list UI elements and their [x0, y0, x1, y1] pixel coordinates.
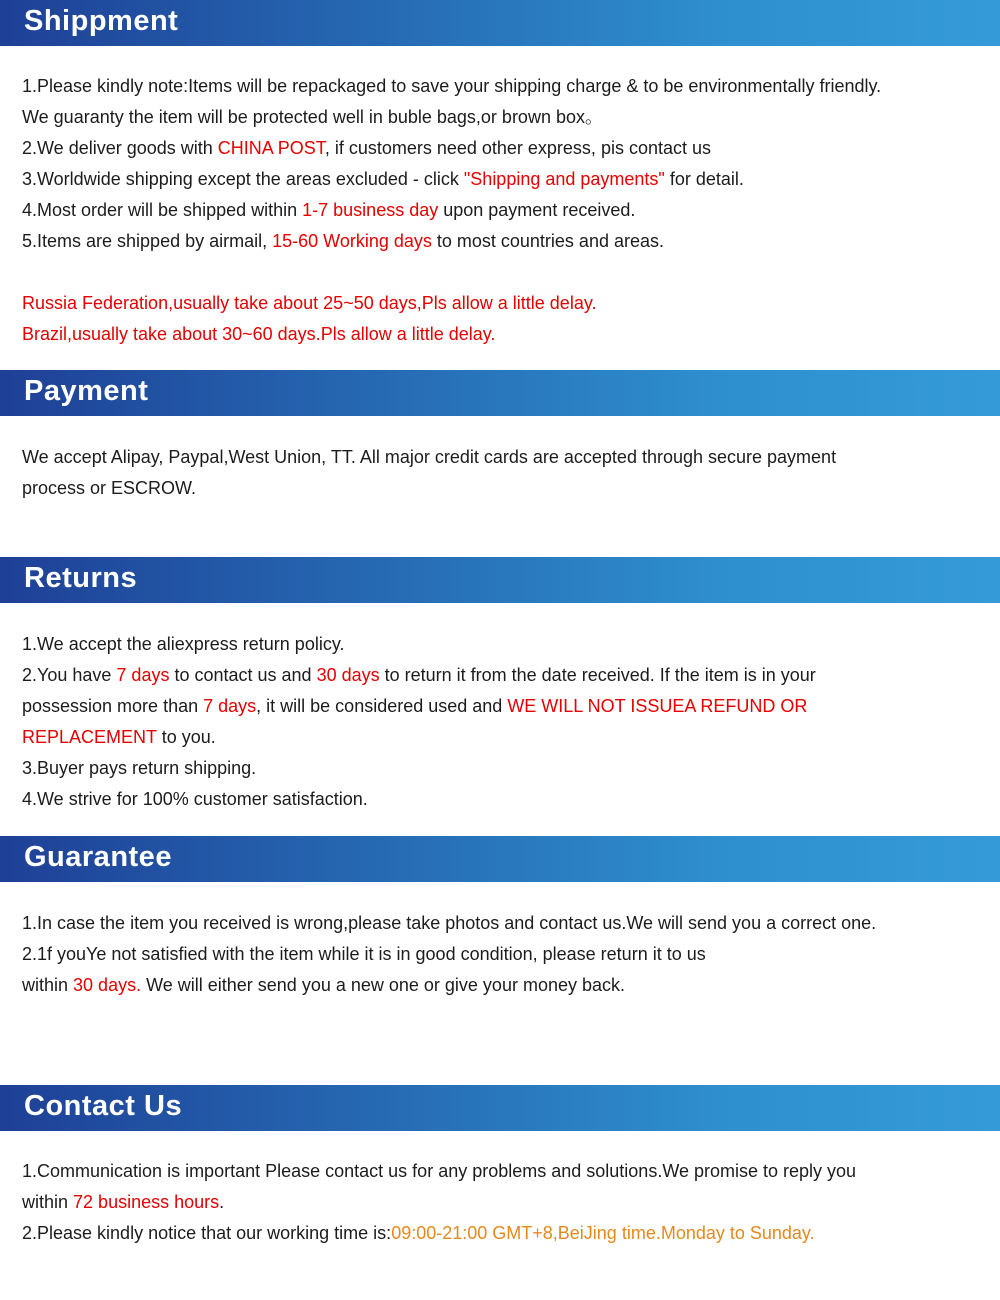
section-header-guarantee [0, 836, 1000, 882]
text-line [22, 473, 982, 504]
section-title-guarantee: Guarantee [24, 840, 172, 873]
text-run: 09:00-21:00 GMT+8,BeiJing time.Monday to Sunday. [391, 1223, 815, 1243]
text-line [22, 71, 982, 102]
text-run: 1.Please kindly note:Items will be repackaged to save your shipping charge & to be environmentally friendly. [22, 76, 882, 96]
text-run: within [22, 975, 74, 995]
text-line [22, 1156, 982, 1187]
section-header-returns [0, 557, 1000, 603]
text-line [22, 319, 982, 350]
text-line [22, 1218, 982, 1249]
section-payment [0, 370, 1000, 504]
paragraph [22, 908, 982, 1001]
text-run: , if customers need other express, pis contact us [324, 138, 711, 158]
text-run: possession more than [22, 696, 204, 716]
section-shipment [0, 0, 1000, 350]
text-run: 1.In case the item you received is wrong,please take photos and contact us.We will send you a correct one. [22, 913, 877, 933]
section-title-payment: Payment [24, 374, 149, 407]
text-line [22, 753, 982, 784]
text-run: 2.You have [22, 665, 117, 685]
section-title-shipment: Shippment [24, 4, 179, 37]
text-run: 4.We strive for 100% customer satisfaction. [22, 789, 368, 809]
text-line [22, 691, 982, 722]
section-content-payment [0, 442, 1000, 504]
paragraph [22, 71, 982, 257]
section-guarantee [0, 836, 1000, 1001]
text-run: 3.Buyer pays return shipping. [22, 758, 257, 778]
text-line [22, 908, 982, 939]
text-run: to most countries and areas. [431, 231, 664, 251]
text-run: 3.Worldwide shipping except the areas excluded - click [22, 169, 464, 189]
text-run: to you. [156, 727, 216, 747]
text-line [22, 195, 982, 226]
paragraph [22, 288, 982, 350]
text-run: CHINA POST [217, 138, 325, 158]
section-header-contact-us [0, 1085, 1000, 1131]
section-returns [0, 557, 1000, 815]
text-line [22, 660, 982, 691]
text-run: 1-7 business day [302, 200, 439, 220]
text-run: 30 days. [73, 975, 142, 995]
text-run: upon payment received. [438, 200, 636, 220]
section-content-returns [0, 629, 1000, 815]
text-line [22, 288, 982, 319]
text-line [22, 722, 982, 753]
text-run: Brazil,usually take about 30~60 days.Pls allow a little delay. [22, 324, 496, 344]
text-run: process or ESCROW. [22, 478, 197, 498]
text-line [22, 133, 982, 164]
section-content-contact-us [0, 1156, 1000, 1249]
text-line [22, 226, 982, 257]
text-run: 2.1f youYe not satisfied with the item while it is in good condition, please return it to us [22, 944, 706, 964]
text-run: 2.Please kindly notice that our working time is: [22, 1223, 392, 1243]
text-line [22, 629, 982, 660]
text-run: 30 days [316, 665, 380, 685]
text-run: to return it from the date received. If the item is in your [379, 665, 816, 685]
text-run: We will either send you a new one or give your money back. [141, 975, 625, 995]
text-run: WE WILL NOT ISSUEA REFUND OR [507, 696, 808, 716]
text-run: to contact us and [169, 665, 317, 685]
section-content-guarantee [0, 908, 1000, 1001]
text-run: 5.Items are shipped by airmail, [22, 231, 273, 251]
section-title-returns: Returns [24, 561, 138, 594]
text-run: 72 business hours [73, 1192, 220, 1212]
paragraph [22, 629, 982, 815]
section-header-shipment [0, 0, 1000, 46]
text-run: 1.Communication is important Please contact us for any problems and solutions.We promise to reply you [22, 1161, 857, 1181]
text-run: REPLACEMENT [22, 727, 157, 747]
text-run: . [219, 1192, 225, 1212]
text-line [22, 784, 982, 815]
text-run: 7 days [116, 665, 170, 685]
text-run: We guaranty the item will be protected well in buble bags,or brown box。 [22, 107, 603, 127]
section-title-contact-us: Contact Us [24, 1089, 183, 1122]
text-run: We accept Alipay, Paypal,West Union, TT. All major credit cards are accepted through secure payment [22, 447, 837, 467]
text-run: , it will be considered used and [256, 696, 508, 716]
text-run: for detail. [664, 169, 744, 189]
text-run: 7 days [203, 696, 257, 716]
text-run: 15-60 Working days [272, 231, 432, 251]
paragraph [22, 442, 982, 504]
section-contact-us [0, 1085, 1000, 1249]
text-run: Russia Federation,usually take about 25~50 days,Pls allow a little delay. [22, 293, 597, 313]
text-line [22, 970, 982, 1001]
text-run: 1.We accept the aliexpress return policy. [22, 634, 345, 654]
section-header-payment [0, 370, 1000, 416]
text-line [22, 102, 982, 133]
text-run: 4.Most order will be shipped within [22, 200, 303, 220]
section-content-shipment [0, 71, 1000, 350]
text-run: 2.We deliver goods with [22, 138, 218, 158]
text-line [22, 1187, 982, 1218]
text-line [22, 442, 982, 473]
text-line [22, 939, 982, 970]
text-run: within [22, 1192, 74, 1212]
shipping-and-payments-link-text: "Shipping and payments" [463, 169, 665, 189]
text-line [22, 164, 982, 195]
paragraph [22, 1156, 982, 1249]
